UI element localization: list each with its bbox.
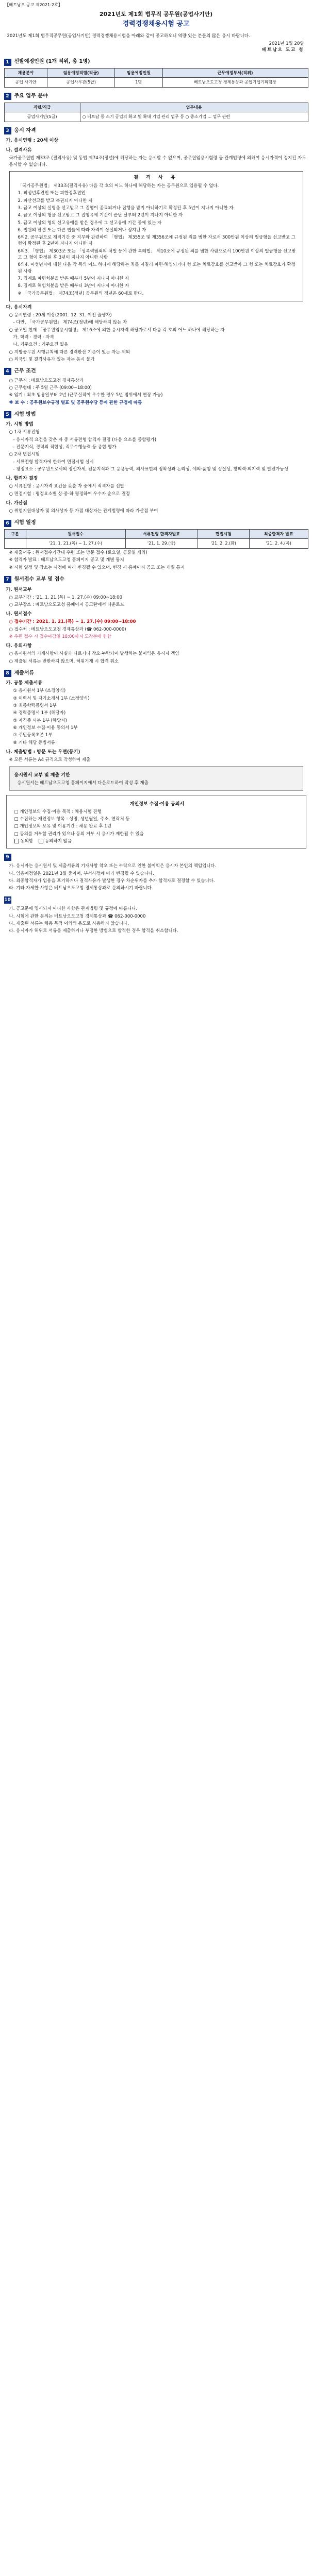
subheading: 나. 합격자 결정: [6, 476, 38, 482]
table-cell: 공업사기안(5급): [4, 112, 80, 122]
agree-checkbox[interactable]: [14, 839, 19, 843]
box-line: 8. 징계로 해임처분을 받은 때부터 3년이 지나지 아니한 자: [18, 283, 129, 289]
subheading: 가. 응시연령 : 20세 이상: [6, 138, 59, 144]
section-number: 2: [4, 93, 11, 100]
list-item: ⑦ 주민등록초본 1부: [13, 733, 53, 738]
form-line: □ 개인정보의 수집·이용 목적 : 채용시험 진행: [14, 809, 102, 815]
table-header: 업무내용: [80, 103, 308, 112]
box-title: 응시원서 교부 및 제출 기한: [14, 773, 70, 778]
disagree-checkbox[interactable]: [39, 839, 43, 843]
subheading: 다. 유의사항: [6, 643, 32, 649]
table-header: 근무예정부서(직위): [162, 68, 308, 78]
subheading: 나. 제출방법 : 방문 또는 우편(등기): [6, 749, 80, 755]
section-number: 8: [4, 670, 11, 677]
box-line: 6의2. 공무원으로 재직기간 중 직무와 관련하여 「형법」 제355조 및 제356조에 규정된 죄를 범한 자로서 300만원 이상의 벌금형을 선고받고 그 형이 확정된 후 2년이 지나지 아니한 자: [18, 235, 295, 247]
notice-page: [4, 2, 308, 1245]
title-line-2: 경력경쟁채용시험 공고: [122, 20, 190, 28]
table-cell: ○ 베트남 동 소기 공업의 확고 및 확대 기업 관리 업무 등 ○ 중소기업 ... 업무 관련: [80, 112, 308, 122]
paragraph: - 서류전형 합격자에 한하여 면접시험 실시: [13, 459, 94, 465]
duty-table: [4, 103, 308, 122]
section-number: 4: [4, 368, 11, 375]
paragraph: - 전문지식, 경력의 적합성, 직무수행능력 등 종합 평가: [13, 445, 117, 450]
paragraph: ○ 접수처 : 베트남으도고청 경제통상과 (☎ 062-000-0000): [9, 626, 126, 632]
subheading: 나. 원서접수: [6, 612, 32, 617]
section-6-heading: [4, 519, 308, 527]
form-line: □ 동의를 거부할 권리가 있으나 동의 거부 시 응시가 제한될 수 있음: [14, 831, 144, 837]
box-line: 2. 파산선고를 받고 복권되지 아니한 자: [18, 198, 93, 204]
consent-options: [14, 838, 303, 844]
paragraph: ○ 근무형태 : 주 5일 근무 (09:00~18:00): [9, 385, 92, 391]
list-item: ⑥ 개인정보 수집·이용 동의서 1부: [13, 725, 78, 731]
table-cell: '21. 2. 4.(목): [249, 539, 308, 549]
paragraph: ○ 공고일 현재 「공무원임용시험령」 제16조에 의한 응시자격 해당자로서 다음 각 호의 어느 하나에 해당하는 자: [9, 327, 225, 333]
table-row: [4, 539, 308, 549]
box-line: 4. 금고 이상의 형을 선고받고 그 집행유예 기간이 끝난 날부터 2년이 지나지 아니한 자: [18, 213, 183, 218]
paragraph: - 평정요소 : 공무원으로서의 정신자세, 전문지식과 그 응용능력, 의사표현의 정확성과 논리성, 예의·품행 및 성실성, 창의력·의지력 및 발전가능성: [13, 467, 288, 472]
box-line: 응시원서는 베트남으도고청 홈페이지에서 다운로드하여 작성 후 제출: [17, 781, 149, 786]
box-line: 3. 금고 이상의 실형을 선고받고 그 집행이 종료되거나 집행을 받지 아니하기로 확정된 후 5년이 지나지 아니한 자: [18, 205, 234, 211]
section-5-heading: [4, 411, 308, 419]
paragraph: ※ 임기 : 최초 임용일부터 2년 (근무실적이 우수한 경우 5년 범위에서 연장 가능): [9, 393, 163, 398]
section-number: 6: [4, 520, 11, 527]
schedule-table: [4, 529, 308, 549]
paragraph: ※ 제출서류 : 원서접수기간내 우편 또는 방문 접수 (토요일, 공휴일 제외): [9, 550, 147, 556]
agree-label: 동의함: [20, 838, 34, 844]
table-header: 면접시험: [198, 529, 249, 539]
table-cell: 베트남으도고청 경제통상과 공업기업기획팀장: [162, 78, 308, 88]
deadline-line: ○ 접수기간 : 2021. 1. 21.(목) ~ 1. 27.(수) 09:00~18:00: [9, 619, 136, 625]
box-line: 「국가공무원법」 제33조(결격사유) 다음 각 호의 어느 하나에 해당하는 자는 공무원으로 임용될 수 없다.: [18, 183, 219, 189]
paragraph: ○ 외국인 및 결격사유가 있는 자는 응시 불가: [9, 357, 95, 362]
issuer-name: 베트남으 도고 청: [262, 47, 304, 53]
paragraph: ○ 교부기간 : '21. 1. 21.(목) ~ 1. 27.(수) 09:00~18:00: [9, 595, 122, 600]
list-item: ② 이력서 및 자기소개서 1부 (소정양식): [13, 696, 90, 701]
intro-text: 2021년도 제1회 법무직공무원(공업사기안) 경력경쟁채용시험을 아래와 같이 공고하오니 역량 있는 분들의 많은 응시 바랍니다.: [7, 33, 250, 39]
list-item: ① 응시원서 1부 (소정양식): [13, 688, 66, 694]
section-number: 5: [4, 411, 11, 418]
section-title: 선발예정인원 (1개 직위, 총 1명): [14, 59, 90, 65]
paragraph: ○ 면접시험 : 평정요소별 상·중·하 평정하여 우수자 순으로 결정: [9, 491, 130, 497]
list-item: ③ 최종학력증명서 1부: [13, 703, 57, 709]
section-8-heading: [4, 670, 308, 677]
section-2-heading: [4, 93, 308, 100]
subheading: 가. 공통 제출서류: [6, 681, 43, 686]
section-1-heading: [4, 58, 308, 66]
subheading: 다. 응시자격: [6, 304, 32, 310]
paragraph: ○ 근무지 : 베트남으도고청 경제통상과: [9, 378, 84, 383]
table-cell: '21. 1. 29.(금): [125, 539, 198, 549]
table-cell: 공업 사기안: [4, 78, 47, 88]
paragraph: 다. 제출된 서류는 채용 목적 이외의 용도로 사용하지 않습니다.: [9, 921, 129, 927]
table-header: 채용분야: [4, 68, 47, 78]
form-line: □ 개인정보의 보유 및 이용기간 : 채용 완료 후 1년: [14, 824, 111, 829]
table-header: 임용예정인원: [115, 68, 163, 78]
table-cell: [4, 539, 26, 549]
box-line: 6의4. 미성년자에 대한 다음 각 목의 어느 하나에 해당하는 죄를 저질러 파면·해임되거나 형 또는 치료감호를 선고받아 그 형 또는 치료감호가 확정된 사람: [18, 262, 295, 274]
paragraph: ○ 2차 면접시험: [9, 452, 40, 457]
section-10-heading: [4, 896, 308, 904]
paragraph: ※ 시험 일정 및 장소는 사정에 따라 변경될 수 있으며, 변경 시 홈페이지 공고 또는 개별 통지: [9, 565, 185, 570]
paragraph: - 다만, 「국가공무원법」 제74조(정년)에 해당하지 않는 자: [13, 320, 127, 326]
form-line: □ 수집하는 개인정보 항목 : 성명, 생년월일, 주소, 연락처 등: [14, 816, 130, 822]
notice-number: 【베트남으 공고 제2021-2호】: [5, 3, 62, 7]
paragraph: 다. 최종합격자가 임용을 포기하거나 결격사유가 발생한 경우 차순위자를 추가 합격자로 결정할 수 있습니다.: [9, 878, 215, 884]
table-header: 원서접수: [26, 529, 125, 539]
paragraph: 국가공무원법 제33조 (결격사유) 및 동법 제74조(정년)에 해당하는 자는 응시할 수 없으며, 공무원임용시험령 등 관계법령에 의하여 응시자격이 정지된 자도 응시할 수 없습니다.: [9, 156, 306, 167]
paragraph: ○ 제출된 서류는 반환하지 않으며, 허위기재 시 합격 취소: [9, 658, 119, 664]
title-line-1: 2021년도 제1회 법무직 공무원(공업사기안): [99, 10, 213, 18]
section-title: 제출서류: [14, 670, 35, 676]
paragraph: ※ 합격자 발표 : 베트남으도고청 홈페이지 공고 및 개별 통지: [9, 557, 124, 563]
section-title: 원서접수 교부 및 접수: [14, 577, 64, 583]
box-caption: 결 격 사 유: [134, 175, 178, 180]
table-header: 임용예정직렬(직급): [47, 68, 115, 78]
list-item: ⑤ 자격증 사본 1부 (해당자): [13, 718, 67, 723]
paragraph: 라. 기타 자세한 사항은 베트남으도고청 경제통상과로 문의하시기 바랍니다.: [9, 886, 153, 891]
box-line: 1. 피성년후견인 또는 피한정후견인: [18, 191, 86, 196]
box-line: 5. 금고 이상의 형의 선고유예를 받은 경우에 그 선고유예 기간 중에 있는 자: [18, 220, 162, 226]
mail-note: ※ 우편 접수 시 접수마감일 18:00까지 도착분에 한함: [9, 634, 111, 639]
table-row: [4, 112, 308, 122]
paragraph: ○ 서류전형 : 응시자격 요건을 갖춘 자 중에서 적격자를 선발: [9, 484, 124, 489]
table-cell: 공업사무관(5급): [47, 78, 115, 88]
table-header: 구분: [4, 529, 26, 539]
paragraph: ○ 1차 서류전형: [9, 430, 40, 435]
section-title: 응시 자격: [14, 127, 36, 133]
list-item: ⑧ 기타 해당 증빙서류: [13, 740, 55, 745]
box-line: 7. 징계로 파면처분을 받은 때부터 5년이 지나지 아니한 자: [18, 276, 129, 282]
paragraph: 가. 공고문에 명시되지 아니한 사항은 관계법령 및 규정에 따릅니다.: [9, 906, 138, 912]
section-number: 1: [4, 59, 11, 66]
box-line: ※ 「국가공무원법」 제74조(정년) 공무원의 정년은 60세로 한다.: [18, 291, 144, 296]
section-number: 9: [4, 854, 11, 861]
table-header: 최종합격자 발표: [249, 529, 308, 539]
paragraph: - 응시자격 요건을 갖춘 자 중 서류전형 합격자 결정 (다음 요소를 종합평가): [13, 437, 157, 443]
paragraph: 가. 응시자는 응시원서 및 제출서류의 기재사항 착오 또는 누락으로 인한 불이익은 응시자 본인의 책임입니다.: [9, 863, 217, 869]
paragraph: ○ 교부장소 : 베트남으도고청 홈페이지 공고란에서 다운로드: [9, 602, 125, 607]
section-4-heading: [4, 368, 308, 376]
paragraph: ○ 응시원서의 기재사항이 사실과 다르거나 착오·누락되어 발생하는 불이익은 응시자 책임: [9, 651, 179, 657]
section-7-heading: [4, 576, 308, 584]
subheading: 가. 원서교부: [6, 587, 32, 592]
table-header: 서류전형 합격자발표: [125, 529, 198, 539]
box-line: 6. 법원의 판결 또는 다른 법률에 따라 자격이 상실되거나 정지된 자: [18, 227, 146, 233]
paragraph: ○ 응시연령 : 20세 이상(2001. 12. 31. 이전 출생자): [9, 313, 112, 318]
table-cell: '21. 2. 2.(화): [198, 539, 249, 549]
issue-date: 2021년 1월 20일: [269, 41, 304, 46]
section-title: 시험 일정: [14, 520, 36, 526]
info-box: [9, 766, 303, 790]
title-block: [4, 10, 308, 29]
paragraph: ○ 지방공무원 시행규칙에 따른 경력환산 기준이 있는 자는 제외: [9, 349, 130, 355]
table-row: [4, 78, 308, 88]
subheading: 가. 시험 방법: [6, 422, 34, 428]
list-item: ④ 경력증명서 1부 (해당자): [13, 710, 66, 716]
section-3-heading: [4, 127, 308, 135]
paragraph: 나. 거주요건 : 거주요건 없음: [13, 342, 69, 348]
box-line: 6의3. 「형법」 제303조 또는 「성폭력범죄의 처벌 등에 관한 특례법」 제10조에 규정된 죄를 범한 사람으로서 100만원 이상의 벌금형을 선고받고 그 형이 확정된 후 3년이 지나지 아니한 사람: [18, 248, 296, 261]
paragraph: 나. 시험에 관한 문의는 베트남으도고청 경제통상과 ☎ 062-000-0000: [9, 913, 146, 919]
table-cell: '21. 1. 21.(목) ~ 1. 27.(수): [26, 539, 125, 549]
paragraph: 가. 학력 · 경력 · 자격: [13, 334, 54, 340]
table-header: 직렬/직급: [4, 103, 80, 112]
table-cell: 1명: [115, 78, 163, 88]
section-title: 시험 방법: [14, 411, 36, 417]
section-number: 10: [4, 897, 11, 903]
paragraph: ※ 모든 서류는 A4 규격으로 작성하여 제출: [9, 757, 91, 762]
section-number: 3: [4, 127, 11, 134]
paragraph: 라. 응시자가 허위로 서류를 제출하거나 부정한 방법으로 합격한 경우 합격을 취소합니다.: [9, 928, 178, 934]
section-9-heading: [4, 854, 308, 861]
subheading: 나. 결격사유: [6, 148, 32, 154]
disqualification-box: [9, 171, 303, 301]
disagree-label: 동의하지 않음: [44, 838, 72, 844]
issuer-block: [8, 41, 304, 54]
form-title: 개인정보 수집·이용 동의서: [129, 801, 185, 807]
recruitment-table: [4, 68, 308, 88]
section-title: 주요 업무 분야: [14, 93, 48, 99]
section-number: 7: [4, 576, 11, 583]
paragraph: ○ 취업지원대상자 및 의사상자 등 가점 대상자는 관계법령에 따라 가산점 부여: [9, 509, 158, 514]
consent-form: [6, 795, 306, 849]
salary-note: ※ 보 수 : 공무원보수규정 별표 및 공무원수당 등에 관한 규정에 따름: [9, 400, 142, 405]
paragraph: 나. 임용예정일은 2021년 3월 중이며, 부서사정에 따라 변경될 수 있습니다.: [9, 871, 154, 876]
subheading: 다. 가산점: [6, 501, 27, 506]
section-title: 근무 조건: [14, 368, 36, 375]
page-bottom: [4, 936, 308, 1245]
